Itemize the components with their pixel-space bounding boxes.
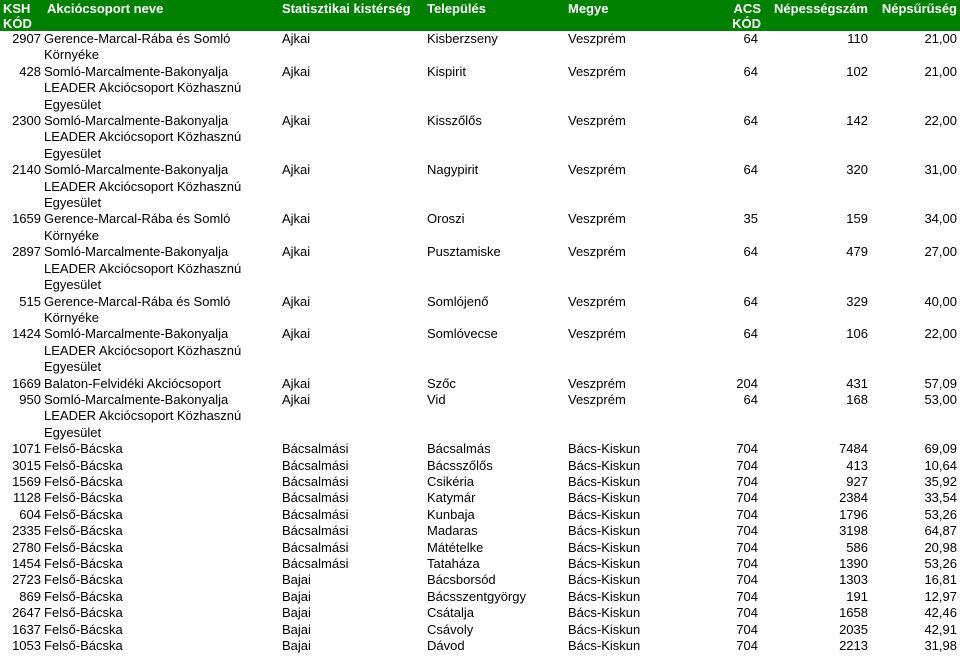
table-row bbox=[0, 113, 960, 162]
akciocsoport-neve: Felső-Bácska bbox=[44, 621, 123, 637]
cell-ksh-akciocsoport bbox=[0, 326, 279, 375]
ksh-kod: 1424 bbox=[12, 326, 41, 342]
ksh-kod: 2647 bbox=[12, 605, 41, 621]
nepessegszam: 479 bbox=[846, 244, 868, 260]
nepessegszam: 2213 bbox=[839, 638, 868, 654]
nepessegszam: 329 bbox=[846, 293, 868, 309]
cell-ksh-akciocsoport bbox=[0, 556, 279, 572]
code-name-group bbox=[3, 31, 276, 64]
cell-ksh-akciocsoport bbox=[0, 605, 279, 621]
akciocsoport-neve: Felső-Bácska bbox=[44, 506, 123, 522]
nepsuruseg: 20,98 bbox=[924, 539, 957, 555]
statisztikai-kisterseg: Bácsalmási bbox=[282, 473, 349, 489]
acs-kod: 704 bbox=[736, 441, 758, 457]
megye: Bács-Kiskun bbox=[568, 539, 641, 555]
telepules: Kisszőlős bbox=[427, 113, 482, 129]
telepules: Madaras bbox=[427, 523, 478, 539]
nepessegszam: 413 bbox=[846, 457, 868, 473]
code-name-group bbox=[3, 540, 276, 556]
nepsuruseg: 69,09 bbox=[924, 441, 957, 457]
statisztikai-kisterseg: Ajkai bbox=[282, 31, 311, 46]
ksh-kod: 1659 bbox=[12, 211, 41, 227]
telepules: Csikéria bbox=[427, 473, 474, 489]
table-header bbox=[0, 0, 960, 31]
header-nepsuruseg: Népsűrűség bbox=[871, 0, 960, 31]
statisztikai-kisterseg: Bácsalmási bbox=[282, 457, 349, 473]
table-row bbox=[0, 605, 960, 621]
table-row bbox=[0, 540, 960, 556]
megye: Bács-Kiskun bbox=[568, 441, 641, 457]
nepsuruseg: 64,87 bbox=[924, 523, 957, 539]
akciocsoport-neve: Balaton-Felvidéki Akciócsoport bbox=[44, 375, 222, 391]
telepules: Szőc bbox=[427, 375, 456, 391]
ksh-kod: 2335 bbox=[12, 523, 41, 539]
telepules: Kispirit bbox=[427, 63, 467, 79]
akciocsoport-neve: Felső-Bácska bbox=[44, 638, 123, 654]
nepessegszam: 927 bbox=[846, 473, 868, 489]
table-row bbox=[0, 294, 960, 327]
cell-ksh-akciocsoport bbox=[0, 507, 279, 523]
ksh-kod: 1053 bbox=[12, 638, 41, 654]
cell-ksh-akciocsoport bbox=[0, 31, 279, 64]
megye: Veszprém bbox=[568, 244, 626, 260]
telepules: Katymár bbox=[427, 490, 476, 506]
telepules: Bácsszőlős bbox=[427, 457, 493, 473]
ksh-kod: 2897 bbox=[12, 244, 41, 260]
telepules: Somlóvecse bbox=[427, 326, 498, 342]
code-name-group bbox=[3, 572, 276, 588]
cell-ksh-akciocsoport bbox=[0, 474, 279, 490]
telepules: Bácsalmás bbox=[427, 441, 491, 457]
code-name-group bbox=[3, 441, 276, 457]
megye: Veszprém bbox=[568, 391, 626, 407]
acs-kod: 64 bbox=[743, 113, 758, 129]
cell-ksh-akciocsoport bbox=[0, 294, 279, 327]
acs-kod: 704 bbox=[736, 457, 758, 473]
akciocsoport-neve: Somló-Marcalmente-Bakonyalja LEADER Akciócsoport Közhasznú Egyesület bbox=[44, 326, 242, 375]
nepessegszam: 1796 bbox=[839, 506, 868, 522]
statisztikai-kisterseg: Ajkai bbox=[282, 244, 311, 260]
megye: Veszprém bbox=[568, 31, 626, 46]
statisztikai-kisterseg: Ajkai bbox=[282, 391, 311, 407]
statisztikai-kisterseg: Bajai bbox=[282, 638, 311, 654]
nepsuruseg: 22,00 bbox=[924, 326, 957, 342]
nepessegszam: 2384 bbox=[839, 490, 868, 506]
nepsuruseg: 16,81 bbox=[924, 572, 957, 588]
header-statisztikai-kisterseg: Statisztikai kistérség bbox=[279, 0, 424, 31]
megye: Bács-Kiskun bbox=[568, 588, 641, 604]
acs-kod: 64 bbox=[743, 63, 758, 79]
cell-ksh-akciocsoport bbox=[0, 490, 279, 506]
cell-ksh-akciocsoport bbox=[0, 523, 279, 539]
akciocsoport-neve: Somló-Marcalmente-Bakonyalja LEADER Akciócsoport Közhasznú Egyesület bbox=[44, 244, 242, 293]
statisztikai-kisterseg: Bácsalmási bbox=[282, 523, 349, 539]
ksh-kod: 604 bbox=[19, 506, 41, 522]
megye: Veszprém bbox=[568, 326, 626, 342]
nepsuruseg: 53,26 bbox=[924, 556, 957, 571]
code-name-group bbox=[3, 294, 276, 327]
nepsuruseg: 31,98 bbox=[924, 638, 957, 654]
statisztikai-kisterseg: Bácsalmási bbox=[282, 556, 349, 571]
cell-ksh-akciocsoport bbox=[0, 441, 279, 457]
header-code-cell bbox=[3, 1, 276, 31]
nepsuruseg: 53,26 bbox=[924, 506, 957, 522]
statisztikai-kisterseg: Ajkai bbox=[282, 293, 311, 309]
ksh-kod: 3015 bbox=[12, 457, 41, 473]
akciocsoport-neve: Felső-Bácska bbox=[44, 473, 123, 489]
header-akciocsoport-neve: Akciócsoport neve bbox=[47, 1, 164, 16]
ksh-kod: 1128 bbox=[13, 490, 41, 506]
nepessegszam: 1303 bbox=[839, 572, 868, 588]
statisztikai-kisterseg: Bajai bbox=[282, 572, 311, 588]
nepessegszam: 110 bbox=[847, 31, 868, 46]
akciocsoport-neve: Gerence-Marcal-Rába és Somló Környéke bbox=[44, 293, 231, 325]
megye: Bács-Kiskun bbox=[568, 506, 641, 522]
nepessegszam: 7484 bbox=[839, 441, 868, 457]
telepules: Nagypirit bbox=[427, 162, 479, 178]
code-name-group bbox=[3, 605, 276, 621]
akciocsoport-neve: Felső-Bácska bbox=[44, 605, 123, 621]
acs-kod: 64 bbox=[743, 293, 758, 309]
nepsuruseg: 35,92 bbox=[924, 473, 957, 489]
akciocsoport-neve: Felső-Bácska bbox=[44, 572, 123, 588]
megye: Veszprém bbox=[568, 375, 626, 391]
akciocsoport-neve: Gerence-Marcal-Rába és Somló Környéke bbox=[44, 31, 231, 63]
cell-ksh-akciocsoport bbox=[0, 638, 279, 654]
header-telepules: Település bbox=[424, 0, 565, 31]
acs-kod: 704 bbox=[736, 490, 758, 506]
ksh-kod: 2723 bbox=[12, 572, 41, 588]
nepsuruseg: 22,00 bbox=[924, 113, 957, 129]
ksh-kod: 428 bbox=[19, 63, 41, 79]
megye: Veszprém bbox=[568, 211, 626, 227]
table-row bbox=[0, 64, 960, 113]
megye: Veszprém bbox=[568, 293, 626, 309]
nepsuruseg: 53,00 bbox=[924, 391, 957, 407]
table-row bbox=[0, 441, 960, 457]
nepessegszam: 1658 bbox=[839, 605, 868, 621]
acs-kod: 64 bbox=[743, 391, 758, 407]
header-acs-kod: ACS KÓD bbox=[700, 0, 761, 31]
code-name-group bbox=[3, 113, 276, 162]
telepules: Bácsborsód bbox=[427, 572, 496, 588]
cell-ksh-akciocsoport bbox=[0, 589, 279, 605]
acs-kod: 35 bbox=[743, 211, 758, 227]
ksh-kod: 1637 bbox=[12, 621, 41, 637]
table-row bbox=[0, 31, 960, 64]
nepsuruseg: 42,46 bbox=[924, 605, 957, 621]
telepules: Csátalja bbox=[427, 605, 474, 621]
table-row bbox=[0, 589, 960, 605]
code-name-group bbox=[3, 211, 276, 244]
ksh-kod: 2780 bbox=[12, 539, 41, 555]
akciocsoport-neve: Felső-Bácska bbox=[44, 556, 123, 571]
statisztikai-kisterseg: Ajkai bbox=[282, 162, 311, 178]
akciocsoport-neve: Somló-Marcalmente-Bakonyalja LEADER Akciócsoport Közhasznú Egyesület bbox=[44, 113, 242, 161]
nepsuruseg: 10,64 bbox=[924, 457, 957, 473]
nepessegszam: 159 bbox=[846, 211, 868, 227]
cell-ksh-akciocsoport bbox=[0, 244, 279, 293]
code-name-group bbox=[3, 376, 276, 392]
akciocsoport-neve: Gerence-Marcal-Rába és Somló Környéke bbox=[44, 211, 231, 243]
table-row bbox=[0, 376, 960, 392]
code-name-group bbox=[3, 162, 276, 211]
table-row bbox=[0, 622, 960, 638]
statisztikai-kisterseg: Ajkai bbox=[282, 375, 311, 391]
acs-kod: 704 bbox=[736, 539, 758, 555]
acs-kod: 704 bbox=[736, 506, 758, 522]
megye: Bács-Kiskun bbox=[568, 556, 641, 571]
nepessegszam: 168 bbox=[846, 391, 868, 407]
header-ksh-kod-akciocsoport bbox=[0, 0, 279, 31]
akciocsoport-neve: Somló-Marcalmente-Bakonyalja LEADER Akciócsoport Közhasznú Egyesület bbox=[44, 63, 242, 112]
nepsuruseg: 34,00 bbox=[924, 211, 957, 227]
ksh-kod: 1454 bbox=[12, 556, 41, 571]
megye: Bács-Kiskun bbox=[568, 638, 641, 654]
code-name-group bbox=[3, 589, 276, 605]
table-row bbox=[0, 556, 960, 572]
acs-kod: 64 bbox=[743, 162, 758, 178]
telepules: Csávoly bbox=[427, 621, 474, 637]
table-row bbox=[0, 326, 960, 375]
ksh-kod: 2300 bbox=[12, 113, 41, 129]
acs-kod: 704 bbox=[736, 523, 758, 539]
megye: Veszprém bbox=[568, 162, 626, 178]
header-nepessegszam: Népességszám bbox=[761, 0, 871, 31]
code-name-group bbox=[3, 244, 276, 293]
akciocsoport-neve: Somló-Marcalmente-Bakonyalja LEADER Akciócsoport Közhasznú Egyesület bbox=[44, 162, 242, 211]
telepules: Pusztamiske bbox=[427, 244, 501, 260]
ksh-kod: 1071 bbox=[12, 441, 41, 457]
code-name-group bbox=[3, 638, 276, 654]
nepessegszam: 320 bbox=[846, 162, 868, 178]
nepessegszam: 142 bbox=[846, 113, 868, 129]
megye: Bács-Kiskun bbox=[568, 605, 641, 621]
table-row bbox=[0, 523, 960, 539]
header-megye: Megye bbox=[565, 0, 700, 31]
ksh-kod: 1669 bbox=[12, 375, 41, 391]
acs-kod: 64 bbox=[743, 326, 758, 342]
table-row bbox=[0, 244, 960, 293]
akciocsoport-neve: Felső-Bácska bbox=[44, 490, 123, 506]
megye: Bács-Kiskun bbox=[568, 572, 641, 588]
statisztikai-kisterseg: Ajkai bbox=[282, 63, 311, 79]
cell-ksh-akciocsoport bbox=[0, 622, 279, 638]
telepules: Kisberzseny bbox=[427, 31, 498, 46]
megye: Bács-Kiskun bbox=[568, 473, 641, 489]
acs-kod: 64 bbox=[743, 31, 758, 46]
code-name-group bbox=[3, 392, 276, 441]
ksh-kod: 950 bbox=[19, 391, 41, 407]
table-row bbox=[0, 162, 960, 211]
nepsuruseg: 31,00 bbox=[924, 162, 957, 178]
nepsuruseg: 42,91 bbox=[924, 621, 957, 637]
nepessegszam: 102 bbox=[846, 63, 868, 79]
telepules: Kunbaja bbox=[427, 506, 475, 522]
statisztikai-kisterseg: Ajkai bbox=[282, 113, 311, 129]
megye: Bács-Kiskun bbox=[568, 621, 641, 637]
nepessegszam: 1390 bbox=[839, 556, 868, 571]
cell-ksh-akciocsoport bbox=[0, 64, 279, 113]
statisztikai-kisterseg: Bácsalmási bbox=[282, 441, 349, 457]
table-row bbox=[0, 458, 960, 474]
acs-kod: 704 bbox=[736, 638, 758, 654]
telepules: Tataháza bbox=[427, 556, 480, 571]
statisztikai-kisterseg: Ajkai bbox=[282, 326, 311, 342]
telepules: Somlójenő bbox=[427, 293, 489, 309]
megye: Bács-Kiskun bbox=[568, 457, 641, 473]
nepsuruseg: 57,09 bbox=[924, 375, 957, 391]
header-row bbox=[0, 0, 960, 31]
cell-ksh-akciocsoport bbox=[0, 211, 279, 244]
ksh-kod: 515 bbox=[19, 293, 41, 309]
telepules: Bácsszentgyörgy bbox=[427, 588, 526, 604]
megye: Veszprém bbox=[568, 63, 626, 79]
cell-ksh-akciocsoport bbox=[0, 113, 279, 162]
acs-kod: 704 bbox=[736, 473, 758, 489]
ksh-kod: 2907 bbox=[12, 31, 41, 46]
nepsuruseg: 33,54 bbox=[924, 490, 957, 506]
table-row bbox=[0, 490, 960, 506]
akciocsoport-neve: Felső-Bácska bbox=[44, 457, 123, 473]
megye: Veszprém bbox=[568, 113, 626, 129]
code-name-group bbox=[3, 458, 276, 474]
statisztikai-kisterseg: Ajkai bbox=[282, 211, 311, 227]
nepessegszam: 586 bbox=[846, 539, 868, 555]
code-name-group bbox=[3, 474, 276, 490]
megye: Bács-Kiskun bbox=[568, 523, 641, 539]
nepsuruseg: 12,97 bbox=[924, 588, 957, 604]
nepessegszam: 3198 bbox=[839, 523, 868, 539]
nepessegszam: 191 bbox=[846, 588, 868, 604]
telepules: Oroszi bbox=[427, 211, 465, 227]
telepules: Dávod bbox=[427, 638, 465, 654]
table-row bbox=[0, 507, 960, 523]
code-name-group bbox=[3, 523, 276, 539]
statisztikai-kisterseg: Bácsalmási bbox=[282, 490, 349, 506]
acs-kod: 704 bbox=[736, 605, 758, 621]
acs-kod: 704 bbox=[736, 572, 758, 588]
nepessegszam: 2035 bbox=[839, 621, 868, 637]
telepules: Vid bbox=[427, 391, 446, 407]
statisztikai-kisterseg: Bajai bbox=[282, 605, 311, 621]
ksh-kod: 2140 bbox=[12, 162, 41, 178]
akciocsoport-neve: Felső-Bácska bbox=[44, 539, 123, 555]
code-name-group bbox=[3, 64, 276, 113]
akciocsoport-neve: Felső-Bácska bbox=[44, 441, 123, 457]
nepsuruseg: 27,00 bbox=[924, 244, 957, 260]
cell-ksh-akciocsoport bbox=[0, 376, 279, 392]
code-name-group bbox=[3, 507, 276, 523]
akciocsoport-neve: Felső-Bácska bbox=[44, 523, 123, 539]
nepsuruseg: 21,00 bbox=[924, 63, 957, 79]
table-row bbox=[0, 572, 960, 588]
cell-ksh-akciocsoport bbox=[0, 392, 279, 441]
megye: Bács-Kiskun bbox=[568, 490, 641, 506]
table-row bbox=[0, 474, 960, 490]
statisztikai-kisterseg: Bajai bbox=[282, 621, 311, 637]
nepessegszam: 431 bbox=[846, 375, 868, 391]
code-name-group bbox=[3, 490, 276, 506]
header-ksh-kod: KSH KÓD bbox=[3, 1, 32, 31]
acs-kod: 704 bbox=[736, 588, 758, 604]
acs-kod: 704 bbox=[736, 621, 758, 637]
statisztikai-kisterseg: Bácsalmási bbox=[282, 506, 349, 522]
table-body bbox=[0, 31, 960, 654]
statisztikai-kisterseg: Bajai bbox=[282, 588, 311, 604]
nepessegszam: 106 bbox=[846, 326, 868, 342]
table-row bbox=[0, 638, 960, 654]
telepules: Mátételke bbox=[427, 539, 484, 555]
acs-kod: 64 bbox=[743, 244, 758, 260]
acs-kod: 204 bbox=[736, 375, 758, 391]
cell-ksh-akciocsoport bbox=[0, 162, 279, 211]
ksh-kod: 869 bbox=[19, 588, 41, 604]
cell-ksh-akciocsoport bbox=[0, 540, 279, 556]
nepsuruseg: 40,00 bbox=[924, 293, 957, 309]
ksh-kod: 1569 bbox=[12, 473, 41, 489]
table-row bbox=[0, 392, 960, 441]
code-name-group bbox=[3, 556, 276, 572]
cell-ksh-akciocsoport bbox=[0, 458, 279, 474]
code-name-group bbox=[3, 622, 276, 638]
table-row bbox=[0, 211, 960, 244]
cell-ksh-akciocsoport bbox=[0, 572, 279, 588]
nepsuruseg: 21,00 bbox=[924, 31, 957, 46]
akciocsoport-neve: Somló-Marcalmente-Bakonyalja LEADER Akciócsoport Közhasznú Egyesület bbox=[44, 391, 242, 440]
code-name-group bbox=[3, 326, 276, 375]
statisztikai-kisterseg: Bácsalmási bbox=[282, 539, 349, 555]
acs-kod: 704 bbox=[736, 556, 758, 571]
akciocsoport-neve: Felső-Bácska bbox=[44, 588, 123, 604]
